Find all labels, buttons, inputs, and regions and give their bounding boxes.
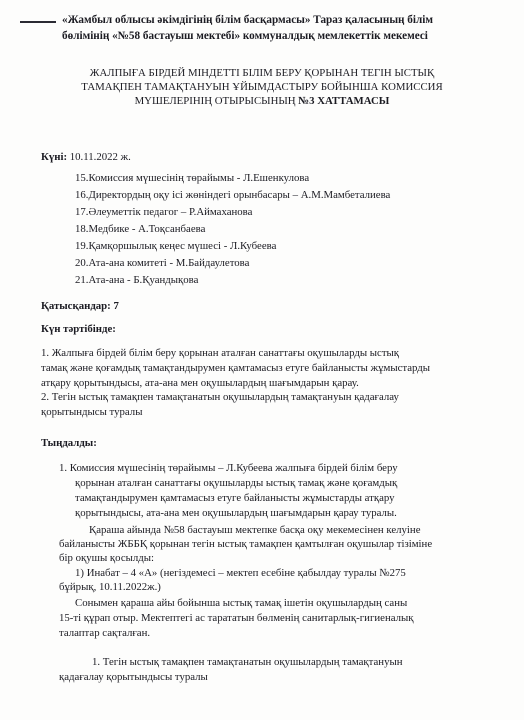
protocol-number: №3 ХАТТАМАСЫ [298, 95, 390, 107]
heard-paragraph-2-line: байланысты ЖББҚ қорынан тегін ыстық тамақпен қамтылған оқушылар тізіміне [59, 538, 433, 550]
heard-paragraph-1-line: тамақтандырумен қамтамасыз етуге байланысты жұмыстарды атқару [75, 492, 395, 504]
agenda-item-1-line: тамақ және қоғамдық тамақтандырумен қамтамасыз етуге байланысты жұмыстарды [41, 362, 431, 374]
agenda-item-1-line: 1. Жалпыға бірдей білім беру қорынан аталған санаттағы оқушыларды ыстық [41, 347, 400, 359]
agenda-item-2-line: қорытындысы туралы [41, 406, 143, 418]
header-line-2: бөлімінің «№58 бастауыш мектебі» коммуналдық мемлекеттік мекемесі [62, 30, 428, 42]
member-item: 17.Әлеуметтік педагог – Р.Аймаханова [75, 206, 253, 218]
member-item: 20.Ата-ана комитеті - М.Байдаулетова [75, 257, 250, 269]
heard-paragraph-3-line: 1) Инабат – 4 «А» (негіздемесі – мектеп есебіне қабылдау туралы №275 [75, 567, 406, 579]
date-value: 10.11.2022 ж. [69, 151, 131, 163]
title-line-3-text: МҮШЕЛЕРІНІҢ ОТЫРЫСЫНЫҢ [134, 95, 299, 107]
member-item: 21.Ата-ана - Б.Қуандықова [75, 274, 199, 286]
heard-paragraph-2-line: Қараша айында №58 бастауыш мектепке басқа оқу мекемесінен келуіне [89, 524, 421, 536]
agenda-item-1-line: атқару қорытындысы, ата-ана мен оқушылардың шағымдарын қарау. [41, 377, 359, 389]
header-org-name [62, 12, 433, 44]
heard-paragraph-1-line: қорынан аталған санаттағы оқушыларды ыстық тамақ және қоғамдық [75, 477, 398, 489]
agenda-item-2-line: 2. Тегін ыстық тамақпен тамақтанатын оқушылардың тамақтануын қадағалау [41, 391, 399, 403]
agenda-heading: Күн тәртібінде: [41, 323, 116, 335]
document-title-line-2: ТАМАҚПЕН ТАМАҚТАНУЫН ҰЙЫМДАСТЫРУ БОЙЫНША КОМИССИЯ [81, 81, 443, 93]
header-line-1: «Жамбыл облысы әкімдігінің білім басқармасы» Тараз қаласының білім [62, 14, 434, 26]
heard-paragraph-1-line: қорытындысы, ата-ана мен оқушылардың шағымдарын қарау туралы. [75, 507, 397, 519]
member-item: 16.Директордың оқу ісі жөніндегі орынбасары – А.М.Мамбеталиева [75, 189, 391, 201]
meeting-date [41, 150, 131, 164]
heard-paragraph-2-line: бір оқушы қосылды: [59, 552, 154, 564]
heard-paragraph-5-line: қадағалау қорытындысы туралы [59, 671, 208, 683]
heard-paragraph-5-line: 1. Тегін ыстық тамақпен тамақтанатын оқушылардың тамақтануын [92, 656, 403, 668]
heard-paragraph-4-line: Сонымен қараша айы бойынша ыстық тамақ ішетін оқушылардың саны [75, 597, 408, 609]
heard-paragraph-3-line: бұйрық, 10.11.2022ж.) [59, 581, 161, 593]
heard-paragraph-4-line: талаптар сақталған. [59, 627, 151, 639]
document-title-line-1: ЖАЛПЫҒА БІРДЕЙ МІНДЕТТІ БІЛІМ БЕРУ ҚОРЫНАН ТЕГІН ЫСТЫҚ [89, 67, 435, 79]
member-item: 15.Комиссия мүшесінің төрайымы - Л.Ешенкулова [75, 172, 310, 184]
heard-paragraph-1-line: 1. Комиссия мүшесінің төрайымы – Л.Кубеева жалпыға бірдей білім беру [59, 462, 398, 474]
heard-heading: Тыңдалды: [41, 437, 97, 449]
participants-count: Қатысқандар: 7 [41, 300, 119, 312]
member-item: 19.Қамқоршылық кеңес мүшесі - Л.Кубеева [75, 240, 277, 252]
document-title-line-3 [0, 94, 524, 109]
date-label: Күні: [41, 151, 68, 163]
header-dash-mark [20, 21, 56, 23]
member-item: 18.Медбике - А.Тоқсанбаева [75, 223, 206, 235]
heard-paragraph-4-line: 15-ті құрап отыр. Мектептегі ас тарататын бөлменің санитарлық-гигиеналық [59, 612, 414, 624]
